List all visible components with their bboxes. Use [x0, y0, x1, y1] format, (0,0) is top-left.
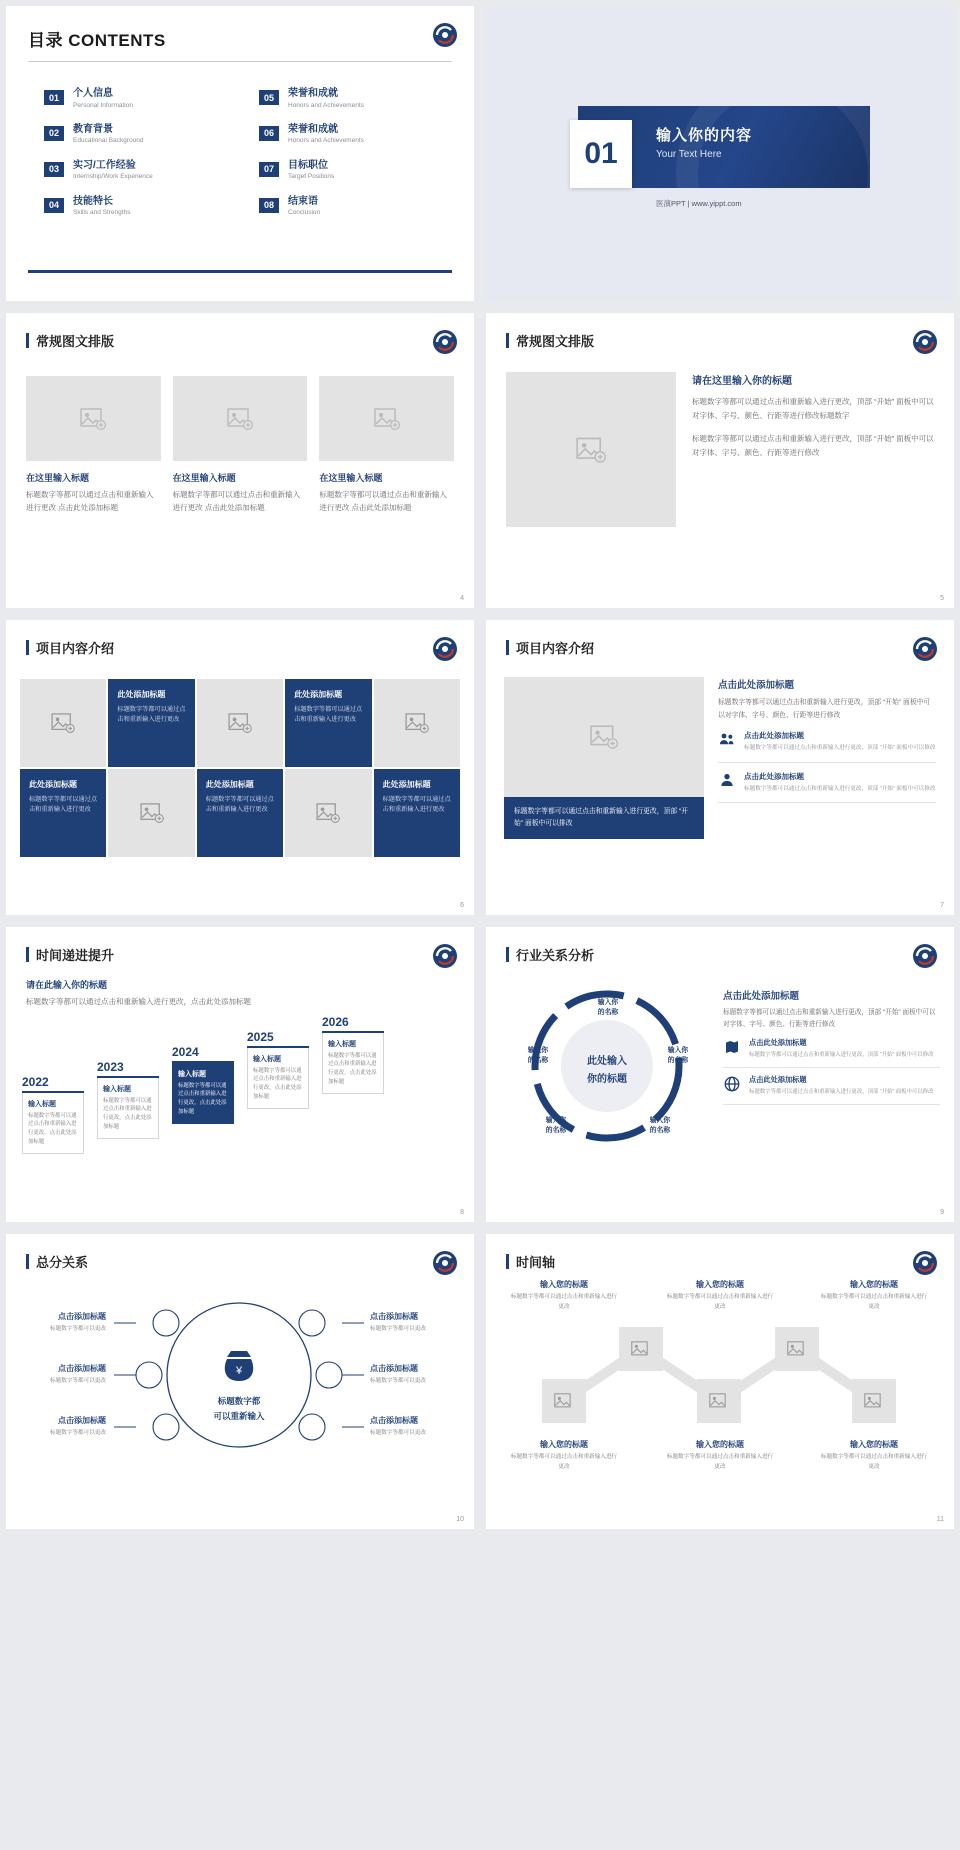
slide-header	[6, 620, 474, 657]
card-title: 在这里输入标题	[26, 473, 90, 483]
spoke-label-top[interactable]	[580, 998, 636, 1018]
list-item[interactable]	[259, 160, 452, 182]
label-desc: 标题数字等都可以通过点击和重新输入进行更改	[820, 1454, 928, 1470]
header-accent-bar	[26, 333, 29, 348]
list-item[interactable]	[44, 88, 237, 110]
item-label-cn: 目标职位	[288, 159, 328, 171]
spoke-label[interactable]	[370, 1363, 454, 1387]
section-titles	[656, 124, 752, 160]
item-label-cn: 个人信息	[73, 88, 113, 99]
image-placeholder[interactable]	[285, 769, 371, 857]
company-logo-icon	[432, 943, 458, 969]
text-column	[692, 372, 934, 527]
step-box	[22, 1093, 84, 1155]
item-label-cn: 教育背景	[73, 123, 113, 135]
globe-icon	[723, 1075, 741, 1093]
user-icon	[718, 771, 736, 789]
step-title: 输入标题	[103, 1085, 131, 1093]
step-year: 2025	[247, 1029, 274, 1044]
slide-section-cover[interactable]	[486, 6, 954, 301]
item-number: 03	[44, 162, 64, 177]
label-desc: 标题数字等都可以更改	[370, 1326, 426, 1332]
label-desc: 标题数字等都可以更改	[50, 1430, 106, 1436]
item-label-en: Honors and Achievements	[288, 101, 364, 109]
item-desc: 标题数字等都可以通过点击和重新输入进行更改，顶部 “开始” 面板中可以修改	[744, 745, 936, 752]
item-label-en: Internship/Work Experience	[73, 173, 153, 181]
users-icon	[718, 730, 736, 748]
tile-desc: 标题数字等都可以通过点击和重新输入进行更改	[117, 706, 186, 724]
body-paragraph-1: 标题数字等都可以通过点击和重新输入进行更改，顶部 “开始” 面板中可以对字体、字号、颜色、行距等进行修改标题数字	[692, 397, 934, 421]
list-item[interactable]	[44, 124, 237, 146]
timeline-label[interactable]	[820, 1279, 928, 1312]
company-logo-icon	[432, 1250, 458, 1276]
item-number: 01	[44, 90, 64, 105]
list-item[interactable]	[259, 88, 452, 110]
spoke-label[interactable]	[22, 1415, 106, 1439]
tile-title: 此处添加标题	[205, 780, 254, 789]
item-label-en: Skills and Strengths	[73, 209, 131, 217]
step-year: 2026	[322, 1014, 349, 1029]
spoke-line-2: 的名称	[527, 1057, 549, 1065]
tile-desc: 标题数字等都可以通过点击和重新输入进行更改	[382, 796, 451, 814]
item-number: 08	[259, 198, 279, 213]
body-paragraph-2: 标题数字等都可以通过点击和重新输入进行更改，顶部 “开始” 面板中可以对字体、字号、颜色、行距等进行修改	[692, 433, 934, 457]
step-box	[247, 1048, 309, 1110]
list-item[interactable]	[718, 722, 936, 763]
company-logo-icon	[432, 22, 458, 48]
slide-header	[486, 313, 954, 350]
timeline-label[interactable]	[666, 1279, 774, 1312]
card-desc: 标题数字等都可以通过点击和重新输入进行更改 点击此处添加标题	[319, 490, 447, 512]
image-placeholder[interactable]	[697, 1379, 741, 1423]
slide-header	[6, 927, 474, 964]
label-desc: 标题数字等都可以通过点击和重新输入进行更改	[820, 1294, 928, 1310]
divider	[28, 61, 452, 62]
spoke-label[interactable]	[370, 1311, 454, 1335]
company-logo-icon	[432, 636, 458, 662]
spoke-line-1: 输入你	[527, 1047, 549, 1054]
item-desc: 标题数字等都可以通过点击和重新输入进行更改，顶部 “开始” 面板中可以修改	[749, 1051, 934, 1058]
timeline-step[interactable]	[247, 1030, 309, 1110]
footer-rule	[28, 270, 452, 273]
body-title: 点击此处添加标题	[718, 680, 795, 691]
item-label-en: Personal Information	[73, 101, 133, 109]
company-logo-icon	[912, 329, 938, 355]
image-placeholder[interactable]	[374, 679, 460, 767]
list-item[interactable]	[44, 196, 237, 218]
slide-progressive-timeline[interactable]	[6, 927, 474, 1222]
step-box	[322, 1033, 384, 1095]
body-paragraph: 标题数字等都可以通过点击和重新输入进行更改，顶部 “开始” 面板中可以对字体、字号、颜色、行距等进行修改	[723, 1009, 936, 1028]
tile-title: 此处添加标题	[117, 690, 166, 699]
page-number: 4	[460, 595, 464, 602]
item-title: 点击此处添加标题	[749, 1037, 807, 1047]
section-number: 01	[584, 137, 618, 170]
body-title: 请在这里输入你的标题	[692, 376, 792, 387]
text-tile[interactable]	[285, 679, 371, 767]
slide-three-image-cards[interactable]	[6, 313, 474, 608]
item-label-en: Target Positions	[288, 173, 335, 181]
image-placeholder[interactable]	[504, 677, 704, 797]
right-column	[718, 677, 936, 839]
step-desc: 标题数字等都可以通过点击和重新输入进行更改，点击此处添加标题	[28, 1112, 77, 1146]
list-item[interactable]	[723, 1031, 940, 1068]
right-column	[723, 974, 940, 1159]
slide-project-intro[interactable]	[486, 620, 954, 915]
slide-mosaic[interactable]	[6, 620, 474, 915]
hub-label	[562, 1052, 652, 1085]
tile-title: 此处添加标题	[382, 780, 431, 789]
content-body	[486, 350, 954, 527]
header-title: 时间递进提升	[36, 948, 115, 963]
lead-desc: 标题数字等都可以通过点击和重新输入进行更改，点击此处添加标题	[26, 997, 251, 1006]
header-accent-bar	[506, 640, 509, 655]
item-label-en: Conclusion	[288, 209, 321, 217]
label-title: 输入您的标题	[850, 1440, 898, 1449]
item-desc: 标题数字等都可以通过点击和重新输入进行更改，顶部 “开始” 面板中可以修改	[744, 785, 936, 792]
hub-line-1: 此处输入	[587, 1056, 627, 1067]
item-label-cn: 结束语	[288, 195, 318, 207]
label-title: 点击添加标题	[370, 1312, 418, 1321]
section-title-cn: 输入你的内容	[656, 127, 753, 144]
slide-zigzag-timeline[interactable]	[486, 1234, 954, 1529]
label-desc: 标题数字等都可以更改	[50, 1326, 106, 1332]
slide-header	[486, 927, 954, 964]
header-accent-bar	[506, 333, 509, 348]
spoke-line-1: 输入你	[667, 1047, 689, 1054]
label-desc: 标题数字等都可以更改	[370, 1430, 426, 1436]
label-title: 输入您的标题	[540, 1440, 588, 1449]
page-number: 10	[456, 1516, 464, 1523]
header-title: 总分关系	[36, 1255, 89, 1270]
image-caption: 标题数字等都可以通过点击和重新输入进行更改，顶部 “开始” 面板中可以排改	[504, 797, 704, 839]
body-title: 点击此处添加标题	[723, 991, 800, 1002]
spoke-line-1: 输入你	[649, 1117, 671, 1124]
timeline-label[interactable]	[666, 1439, 774, 1472]
page-number: 5	[940, 595, 944, 602]
slide-header	[6, 313, 474, 350]
image-placeholder[interactable]	[319, 376, 454, 461]
slide-industry-relations[interactable]	[486, 927, 954, 1222]
timeline-step[interactable]	[172, 1045, 234, 1125]
label-desc: 标题数字等都可以通过点击和重新输入进行更改	[510, 1294, 618, 1310]
slide-hub-spokes[interactable]	[6, 1234, 474, 1529]
step-desc: 标题数字等都可以通过点击和重新输入进行更改，点击此处添加标题	[103, 1097, 152, 1131]
spoke-label[interactable]	[22, 1311, 106, 1335]
label-desc: 标题数字等都可以通过点击和重新输入进行更改	[666, 1454, 774, 1470]
item-label-en: Honors and Achievements	[288, 137, 364, 145]
hub-spoke-diagram	[6, 1275, 474, 1490]
item-title: 点击此处添加标题	[744, 771, 804, 781]
item-label-cn: 荣誉和成就	[288, 88, 338, 99]
item-label-cn: 荣誉和成就	[288, 123, 338, 135]
header-accent-bar	[26, 1254, 29, 1269]
center-line-1: 标题数字都	[217, 1396, 261, 1406]
section-number-box	[570, 120, 632, 188]
label-title: 点击添加标题	[58, 1416, 106, 1425]
label-title: 输入您的标题	[696, 1440, 744, 1449]
header-title: 常规图文排版	[516, 334, 595, 349]
page-title: 目录 CONTENTS	[28, 31, 166, 50]
step-desc: 标题数字等都可以通过点击和重新输入进行更改，点击此处添加标题	[253, 1067, 302, 1101]
step-box	[172, 1063, 234, 1125]
header-accent-bar	[26, 947, 29, 962]
image-placeholder[interactable]	[852, 1379, 896, 1423]
step-desc: 标题数字等都可以通过点击和重新输入进行更改，点击此处添加标题	[178, 1082, 227, 1116]
company-logo-icon	[432, 329, 458, 355]
company-logo-icon	[912, 943, 938, 969]
map-icon	[723, 1038, 741, 1056]
spoke-label-right[interactable]	[650, 1046, 706, 1066]
header-accent-bar	[506, 1254, 509, 1269]
timeline-label[interactable]	[510, 1279, 618, 1312]
image-placeholder[interactable]	[26, 376, 161, 461]
step-title: 输入标题	[253, 1055, 281, 1063]
contents-list	[28, 88, 452, 218]
label-title: 点击添加标题	[370, 1364, 418, 1373]
timeline-step[interactable]	[22, 1075, 84, 1155]
svg-text:¥: ¥	[235, 1365, 243, 1377]
spoke-line-2: 的名称	[649, 1127, 671, 1135]
circle-diagram[interactable]	[500, 974, 715, 1159]
step-desc: 标题数字等都可以通过点击和重新输入进行更改，点击此处添加标题	[328, 1052, 377, 1086]
text-tile[interactable]	[108, 679, 194, 767]
spoke-label[interactable]	[22, 1363, 106, 1387]
tile-desc: 标题数字等都可以通过点击和重新输入进行更改	[205, 796, 274, 814]
item-number: 07	[259, 162, 279, 177]
spoke-line-2: 的名称	[597, 1009, 619, 1017]
label-title: 输入您的标题	[540, 1280, 588, 1289]
section-title-en: Your Text Here	[656, 149, 722, 160]
center-label	[191, 1395, 287, 1422]
label-desc: 标题数字等都可以通过点击和重新输入进行更改	[666, 1294, 774, 1310]
card-row	[6, 350, 474, 515]
header-accent-bar	[26, 640, 29, 655]
card-desc: 标题数字等都可以通过点击和重新输入进行更改 点击此处添加标题	[26, 490, 154, 512]
header-title: 项目内容介绍	[516, 641, 595, 656]
card[interactable]	[173, 376, 308, 515]
page-number: 8	[460, 1209, 464, 1216]
company-logo-icon	[912, 636, 938, 662]
card[interactable]	[26, 376, 161, 515]
label-title: 点击添加标题	[58, 1364, 106, 1373]
slide-header	[486, 1234, 954, 1271]
item-desc: 标题数字等都可以通过点击和重新输入进行更改，顶部 “开始” 面板中可以修改	[749, 1088, 934, 1095]
spoke-label-bottom-left[interactable]	[528, 1116, 584, 1136]
card-desc: 标题数字等都可以通过点击和重新输入进行更改 点击此处添加标题	[172, 490, 301, 512]
image-placeholder[interactable]	[775, 1327, 819, 1371]
step-year: 2024	[172, 1044, 199, 1059]
page-number: 7	[940, 902, 944, 909]
label-title: 输入您的标题	[696, 1280, 744, 1289]
image-placeholder[interactable]	[197, 679, 283, 767]
header-title: 常规图文排版	[36, 334, 115, 349]
left-column	[504, 677, 704, 839]
item-label-cn: 实习/工作经验	[73, 159, 136, 171]
item-number: 02	[44, 126, 64, 141]
card[interactable]	[319, 376, 454, 515]
label-title: 点击添加标题	[58, 1312, 106, 1321]
content-body	[486, 657, 954, 839]
item-label-cn: 技能特长	[73, 195, 113, 207]
item-number: 06	[259, 126, 279, 141]
tile-title: 此处添加标题	[29, 780, 77, 789]
list-item[interactable]	[259, 124, 452, 146]
timeline-label[interactable]	[820, 1439, 928, 1472]
image-placeholder[interactable]	[108, 769, 194, 857]
image-placeholder[interactable]	[173, 376, 308, 461]
image-placeholder[interactable]	[20, 679, 106, 767]
item-number: 05	[259, 90, 279, 105]
body-paragraph: 标题数字等都可以通过点击和重新输入进行更改，顶部 “开始” 面板中可以对字体、字号、颜色、行距等进行修改	[718, 699, 931, 719]
image-placeholder[interactable]	[619, 1327, 663, 1371]
tile-desc: 标题数字等都可以通过点击和重新输入进行更改	[29, 796, 98, 814]
tile-title: 此处添加标题	[294, 690, 343, 699]
header-title: 时间轴	[516, 1255, 556, 1270]
label-title: 输入您的标题	[850, 1280, 898, 1289]
image-placeholder[interactable]	[542, 1379, 586, 1423]
page-number: 6	[460, 902, 464, 909]
list-item[interactable]	[259, 196, 452, 218]
step-year: 2022	[22, 1074, 49, 1089]
steps-row	[22, 1014, 458, 1146]
text-tile[interactable]	[374, 769, 460, 857]
timeline-step[interactable]	[97, 1060, 159, 1140]
item-label-en: Educational Background	[73, 137, 144, 145]
slide-header	[486, 620, 954, 657]
text-tile[interactable]	[197, 769, 283, 857]
section-footer: 医演PPT | www.yippt.com	[656, 199, 742, 208]
tile-desc: 标题数字等都可以通过点击和重新输入进行更改	[294, 706, 363, 724]
label-title: 点击添加标题	[370, 1416, 418, 1425]
spoke-label-left[interactable]	[510, 1046, 566, 1066]
header-accent-bar	[506, 947, 509, 962]
timeline-step[interactable]	[322, 1015, 384, 1095]
center-line-2: 可以重新输入	[213, 1411, 265, 1421]
step-box	[97, 1078, 159, 1140]
hub-line-2: 你的标题	[587, 1074, 627, 1085]
timeline-label[interactable]	[510, 1439, 618, 1472]
image-placeholder[interactable]	[506, 372, 676, 527]
content-body	[486, 964, 954, 1159]
item-title: 点击此处添加标题	[749, 1074, 807, 1084]
label-desc: 标题数字等都可以通过点击和重新输入进行更改	[510, 1454, 618, 1470]
step-year: 2023	[97, 1059, 124, 1074]
slide-image-text[interactable]	[486, 313, 954, 608]
label-desc: 标题数字等都可以更改	[50, 1378, 106, 1384]
step-title: 输入标题	[178, 1070, 206, 1078]
list-item[interactable]	[44, 160, 237, 182]
page-number: 9	[940, 1209, 944, 1216]
text-tile[interactable]	[20, 769, 106, 857]
spoke-label-bottom-right[interactable]	[632, 1116, 688, 1136]
list-item[interactable]	[718, 763, 936, 804]
lead-title: 请在此输入你的标题	[26, 980, 108, 990]
step-title: 输入标题	[28, 1100, 56, 1108]
timeline-diagram	[486, 1271, 954, 1496]
spoke-line-2: 的名称	[545, 1127, 567, 1135]
step-title: 输入标题	[328, 1040, 356, 1048]
section-cover-block	[570, 106, 870, 208]
header-title: 项目内容介绍	[36, 641, 115, 656]
header-title: 行业关系分析	[516, 948, 595, 963]
card-title: 在这里输入标题	[319, 473, 383, 483]
item-title: 点击此处添加标题	[744, 731, 804, 741]
card-title: 在这里输入标题	[172, 473, 236, 483]
label-desc: 标题数字等都可以更改	[370, 1378, 426, 1384]
mosaic-grid	[20, 679, 460, 857]
spoke-line-2: 的名称	[667, 1057, 689, 1065]
slide-contents[interactable]	[6, 6, 474, 301]
spoke-line-1: 输入你	[597, 999, 619, 1006]
item-number: 04	[44, 198, 64, 213]
slide-header	[6, 1234, 474, 1271]
lead-text	[6, 964, 474, 1009]
spoke-line-1: 输入你	[545, 1117, 567, 1124]
list-item[interactable]	[723, 1068, 940, 1105]
page-number: 11	[936, 1516, 944, 1523]
spoke-label[interactable]	[370, 1415, 454, 1439]
